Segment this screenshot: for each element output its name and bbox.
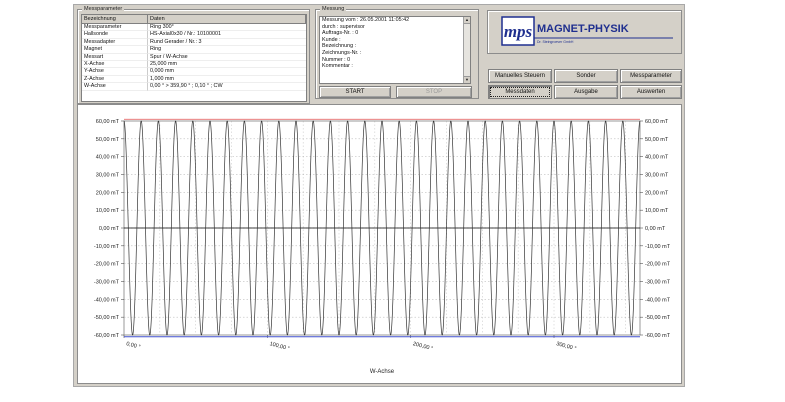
sonder-button[interactable]: Sonder bbox=[554, 69, 618, 83]
y-tick-label-left: -20,00 mT bbox=[93, 261, 119, 268]
messdaten-button[interactable]: Messdaten bbox=[488, 85, 552, 99]
column-header-value[interactable]: Daten bbox=[148, 15, 306, 23]
param-name: Magnet bbox=[82, 46, 148, 53]
messparameter-table bbox=[81, 14, 307, 102]
y-tick-label-right: 30,00 mT bbox=[645, 172, 669, 179]
y-tick-label-right: -10,00 mT bbox=[645, 243, 671, 250]
scroll-up-icon[interactable]: ▲ bbox=[465, 17, 469, 22]
messparameter-group bbox=[77, 6, 310, 104]
messung-line: Auftrags-Nr. : 0 bbox=[322, 30, 359, 37]
y-tick-label-left: -40,00 mT bbox=[93, 297, 119, 304]
param-value: 0,00 ° > 359,90 ° ; 0,10 ° ; CW bbox=[148, 83, 306, 90]
start-button[interactable]: START bbox=[319, 86, 391, 98]
param-value: 0,000 mm bbox=[148, 68, 306, 75]
param-value: 25,000 mm bbox=[148, 61, 306, 68]
messung-line: Bezeichnung : bbox=[322, 43, 357, 50]
y-tick-label-left: 60,00 mT bbox=[95, 119, 119, 125]
y-tick-label-right: -50,00 mT bbox=[645, 315, 671, 322]
table-row[interactable] bbox=[82, 24, 306, 31]
application-window bbox=[73, 4, 685, 387]
y-tick-label-left: -50,00 mT bbox=[93, 315, 119, 322]
param-name: Messadapter bbox=[82, 39, 148, 46]
logo-panel bbox=[487, 10, 682, 54]
y-tick-label-right: 40,00 mT bbox=[645, 154, 669, 161]
magnet-physik-logo bbox=[488, 11, 681, 53]
y-tick-label-left: -10,00 mT bbox=[93, 243, 119, 250]
y-tick-label-right: -20,00 mT bbox=[645, 261, 671, 268]
messung-lines bbox=[320, 17, 470, 70]
messparameter-title: Messparameter bbox=[84, 6, 123, 12]
y-tick-label-right: -60,00 mT bbox=[645, 333, 671, 339]
y-tick-label-left: 0,00 mT bbox=[98, 226, 119, 232]
table-row[interactable] bbox=[82, 76, 306, 83]
y-tick-label-right: 60,00 mT bbox=[645, 119, 669, 125]
chart-panel bbox=[77, 104, 682, 384]
table-row[interactable] bbox=[82, 61, 306, 68]
column-header-name[interactable]: Bezeichnung bbox=[82, 15, 148, 23]
messung-line: Nummer : 0 bbox=[322, 56, 351, 63]
logo-mark: mps bbox=[503, 22, 533, 41]
table-row[interactable] bbox=[82, 83, 306, 90]
y-tick-label-left: 30,00 mT bbox=[95, 172, 119, 179]
table-body bbox=[82, 24, 306, 91]
y-tick-label-right: 10,00 mT bbox=[645, 208, 669, 215]
messung-info-box bbox=[319, 16, 471, 84]
scroll-down-icon[interactable]: ▼ bbox=[465, 77, 469, 82]
messung-line: Messung vom : 26.05.2001 11:05:42 bbox=[322, 17, 410, 23]
param-value: Ring bbox=[148, 46, 306, 53]
param-value: Ring 300° bbox=[148, 24, 306, 31]
x-tick-label: 200,00 ° bbox=[412, 341, 434, 353]
manual-control-button[interactable]: Manuelles Steuern bbox=[488, 69, 552, 83]
x-tick-label: 100,00 ° bbox=[268, 341, 291, 353]
table-row[interactable] bbox=[82, 54, 306, 61]
messparameter-button[interactable]: Messparameter bbox=[620, 69, 682, 83]
table-row[interactable] bbox=[82, 39, 306, 46]
stop-button[interactable]: STOP bbox=[396, 86, 472, 98]
param-name: W-Achse bbox=[82, 83, 148, 90]
ausgabe-button[interactable]: Ausgabe bbox=[554, 85, 618, 99]
messung-line: durch : supervisor bbox=[322, 23, 365, 30]
x-axis-label: W-Achse bbox=[369, 369, 395, 375]
x-tick-label: 0,00 ° bbox=[125, 341, 141, 351]
logo-brand: MAGNET-PHYSIK bbox=[537, 23, 629, 35]
y-tick-label-left: 50,00 mT bbox=[95, 136, 119, 143]
y-tick-label-left: 10,00 mT bbox=[95, 208, 119, 215]
messung-line: Zeichnungs-Nr. : bbox=[322, 49, 362, 56]
memo-scrollbar[interactable] bbox=[463, 17, 470, 83]
param-value: Rund Gerader / Nr.: 3 bbox=[148, 39, 306, 46]
param-name: Y-Achse bbox=[82, 68, 148, 75]
y-tick-label-left: -30,00 mT bbox=[93, 279, 119, 286]
messung-group bbox=[315, 6, 479, 99]
param-name: Z-Achse bbox=[82, 76, 148, 83]
table-header bbox=[82, 15, 306, 24]
logo-tagline: Dr. Steingroever GmbH bbox=[537, 40, 574, 44]
y-tick-label-right: -30,00 mT bbox=[645, 279, 671, 286]
y-tick-label-right: 0,00 mT bbox=[645, 226, 666, 232]
messung-line: Kommentar : bbox=[322, 63, 353, 70]
y-tick-label-left: -60,00 mT bbox=[93, 333, 119, 339]
param-name: Hallsonde bbox=[82, 31, 148, 38]
y-tick-label-right: 50,00 mT bbox=[645, 136, 669, 143]
param-name: Messparameter bbox=[82, 24, 148, 31]
table-row[interactable] bbox=[82, 31, 306, 38]
x-tick-label: 300,00 ° bbox=[555, 341, 577, 353]
y-tick-label-left: 40,00 mT bbox=[95, 154, 119, 161]
messung-line: Kunde : bbox=[322, 36, 341, 43]
param-value: 1,000 mm bbox=[148, 76, 306, 83]
messung-title: Messung bbox=[322, 6, 345, 12]
y-tick-label-right: -40,00 mT bbox=[645, 297, 671, 304]
param-value: HS-Axial0x30 / Nr.: 10100001 bbox=[148, 31, 306, 38]
y-tick-label-right: 20,00 mT bbox=[645, 190, 669, 197]
table-row[interactable] bbox=[82, 68, 306, 75]
y-tick-label-left: 20,00 mT bbox=[95, 190, 119, 197]
param-value: Spur / W-Achse bbox=[148, 54, 306, 61]
measurement-chart[interactable] bbox=[78, 105, 681, 383]
table-row[interactable] bbox=[82, 46, 306, 53]
auswerten-button[interactable]: Auswerten bbox=[620, 85, 682, 99]
param-name: Messart bbox=[82, 54, 148, 61]
param-name: X-Achse bbox=[82, 61, 148, 68]
